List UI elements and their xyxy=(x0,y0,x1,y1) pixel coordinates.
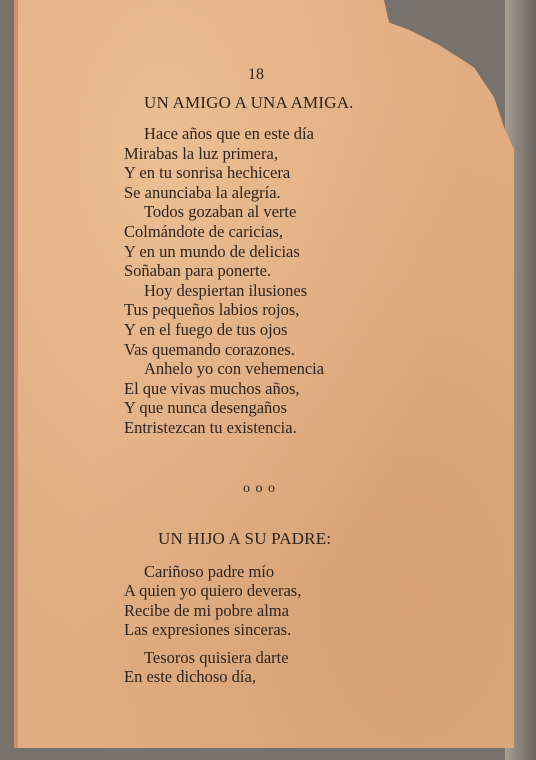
poem-line: Y en el fuego de tus ojos xyxy=(124,319,288,339)
poem-line: Tus pequeños labios rojos, xyxy=(124,300,300,320)
poem-line: Se anunciaba la alegría. xyxy=(124,182,281,202)
poem-2-title: UN HIJO A SU PADRE: xyxy=(158,529,332,548)
poem-line: Tesoros quisiera darte xyxy=(144,647,289,667)
poem-line: Soñaban para ponerte. xyxy=(124,261,272,281)
page-binding-edge xyxy=(14,0,18,748)
poem-line: Y en tu sonrisa hechicera xyxy=(124,163,291,183)
poem-line: Anhelo yo con vehemencia xyxy=(144,359,325,379)
poem-line: Las expresiones sinceras. xyxy=(124,620,292,640)
page-number: 18 xyxy=(248,66,264,83)
poem-line: A quien yo quiero deveras, xyxy=(124,581,302,601)
poem-line: Y que nunca desengaños xyxy=(124,398,287,418)
poem-line: Mirabas la luz primera, xyxy=(124,143,278,163)
poem-line: Todos gozaban al verte xyxy=(144,202,297,222)
poem-line: Entristezcan tu existencia. xyxy=(124,417,297,437)
stanza-gap xyxy=(124,640,301,648)
poem-line: Hoy despiertan ilusiones xyxy=(144,280,308,300)
poem-line: Vas quemando corazones. xyxy=(124,339,295,359)
poem-line: Recibe de mi pobre alma xyxy=(124,600,289,620)
poem-line: Colmándote de caricias, xyxy=(124,221,283,241)
poem-line: Hace años que en este día xyxy=(144,124,314,143)
poem-line: Y en un mundo de delicias xyxy=(124,241,300,261)
poem-line: Cariñoso padre mío xyxy=(144,562,275,581)
section-divider: o o o xyxy=(243,481,276,496)
poem-1-title: UN AMIGO A UNA AMIGA. xyxy=(144,93,354,112)
poem-line: En este dichoso día, xyxy=(124,667,256,687)
poem-1-body xyxy=(124,124,324,438)
poem-2-body xyxy=(124,562,301,686)
poem-line: El que vivas muchos años, xyxy=(124,378,300,398)
